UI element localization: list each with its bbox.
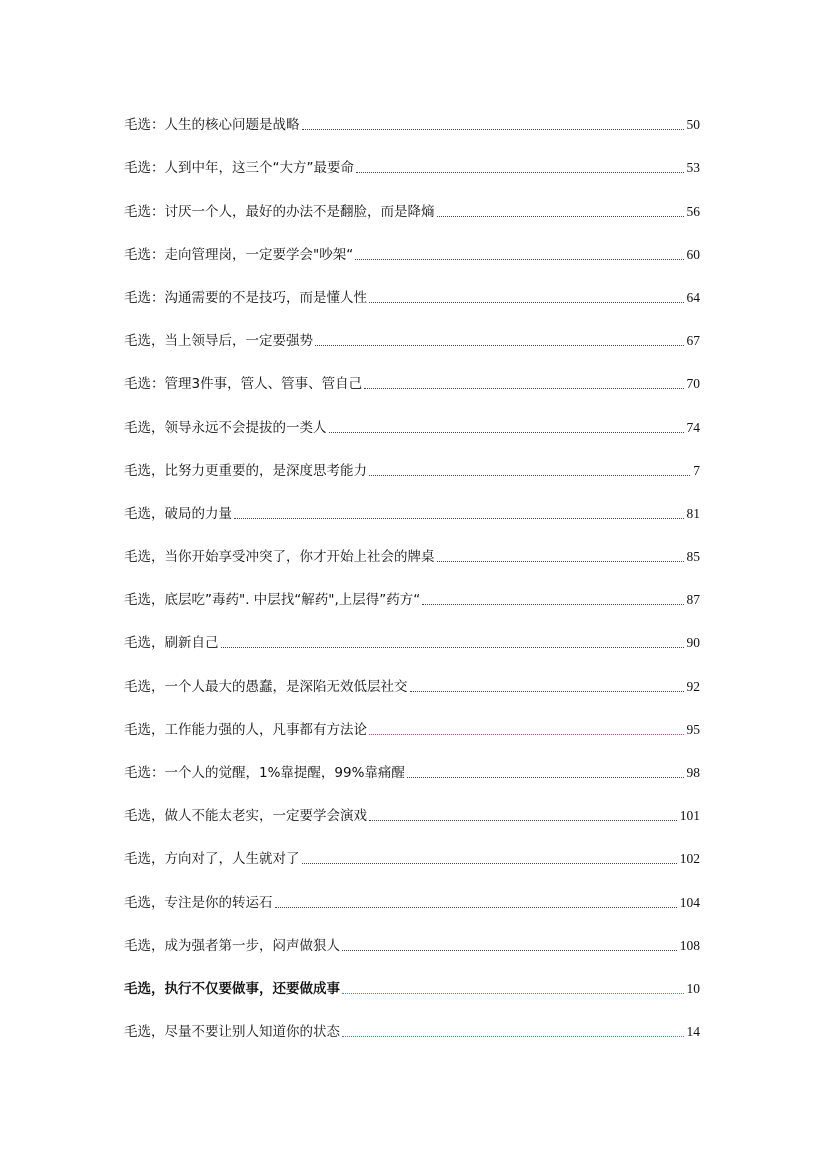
toc-entry-title: 毛选：讨厌一个人，最好的办法不是翻脸，而是降熵 [124, 203, 435, 220]
toc-entry-page: 101 [679, 808, 700, 824]
toc-entry-15[interactable] [124, 707, 700, 750]
toc-entry-page: 14 [686, 1024, 700, 1040]
toc-entry-title: 毛选，刷新自己 [124, 635, 219, 652]
toc-leader-dots [364, 388, 683, 389]
table-of-contents [124, 102, 700, 1052]
toc-entry-2[interactable] [124, 145, 700, 188]
toc-entry-21[interactable] [124, 966, 700, 1009]
toc-leader-dots [315, 345, 684, 346]
toc-leader-dots [234, 518, 684, 519]
toc-leader-dots [437, 561, 684, 562]
toc-entry-title: 毛选：走向管理岗，一定要学会"吵架“ [124, 246, 354, 263]
toc-entry-8[interactable] [124, 404, 700, 447]
toc-entry-page: 98 [686, 765, 700, 780]
toc-leader-dots [437, 216, 684, 217]
toc-entry-page: 60 [686, 246, 700, 262]
toc-leader-dots [369, 302, 684, 303]
toc-entry-title: 毛选，破局的力量 [124, 505, 232, 522]
toc-leader-dots [342, 993, 684, 994]
toc-entry-page: 10 [686, 980, 700, 996]
toc-leader-dots [355, 259, 683, 260]
toc-entry-title: 毛选，成为强者第一步，闷声做狠人 [124, 937, 340, 954]
toc-entry-title: 毛选：人生的核心问题是战略 [124, 117, 300, 134]
toc-leader-dots [275, 907, 677, 908]
toc-entry-page: 90 [686, 635, 700, 651]
toc-entry-title: 毛选，做人不能太老实，一定要学会演戏 [124, 808, 367, 825]
toc-leader-dots [342, 950, 677, 951]
toc-entry-3[interactable] [124, 188, 700, 231]
toc-entry-page: 70 [686, 376, 700, 392]
toc-entry-6[interactable] [124, 318, 700, 361]
toc-entry-title: 毛选：沟通需要的不是技巧，而是懂人性 [124, 289, 367, 306]
toc-entry-page: 50 [686, 117, 700, 133]
toc-leader-dots [302, 129, 684, 130]
toc-entry-22[interactable] [124, 1009, 700, 1052]
toc-entry-page: 64 [686, 289, 700, 305]
toc-entry-page: 102 [679, 851, 700, 867]
toc-entry-title: 毛选，专注是你的转运石 [124, 894, 273, 911]
toc-entry-page: 87 [686, 592, 700, 608]
toc-leader-dots [422, 604, 683, 605]
toc-entry-20[interactable] [124, 923, 700, 966]
toc-entry-title: 毛选，一个人最大的愚蠢，是深陷无效低层社交 [124, 678, 408, 695]
toc-leader-dots [369, 820, 677, 821]
toc-entry-page: 104 [679, 894, 700, 910]
toc-entry-title: 毛选，当你开始享受冲突了，你才开始上社会的牌桌 [124, 549, 435, 566]
toc-entry-11[interactable] [124, 534, 700, 577]
toc-entry-19[interactable] [124, 879, 700, 922]
toc-entry-18[interactable] [124, 836, 700, 879]
toc-entry-7[interactable] [124, 361, 700, 404]
toc-entry-13[interactable] [124, 620, 700, 663]
toc-entry-page: 74 [686, 419, 700, 435]
toc-entry-title: 毛选，领导永远不会提拔的一类人 [124, 419, 327, 436]
toc-entry-10[interactable] [124, 491, 700, 534]
toc-entry-page: 56 [686, 203, 700, 219]
toc-entry-title: 毛选，执行不仅要做事，还要做成事 [124, 980, 340, 997]
toc-entry-title: 毛选，底层吃”毒药". 中层找“解药",上层得”药方“ [124, 592, 421, 609]
toc-entry-1[interactable] [124, 102, 700, 145]
toc-leader-dots [356, 172, 684, 173]
toc-entry-page: 53 [686, 160, 700, 176]
toc-entry-page: 67 [686, 333, 700, 349]
toc-entry-17[interactable] [124, 793, 700, 836]
toc-entry-9[interactable] [124, 448, 700, 491]
toc-entry-title: 毛选：一个人的觉醒，1%靠提醒，99%靠痛醒 [124, 765, 405, 781]
toc-leader-dots [407, 777, 684, 778]
toc-leader-dots [369, 734, 684, 735]
toc-entry-page: 85 [686, 549, 700, 565]
toc-entry-title: 毛选，工作能力强的人，凡事都有方法论 [124, 721, 367, 738]
toc-entry-page: 95 [686, 721, 700, 737]
toc-entry-12[interactable] [124, 577, 700, 620]
toc-entry-title: 毛选：人到中年，这三个“大方”最要命 [124, 160, 354, 177]
toc-entry-page: 81 [686, 505, 700, 521]
toc-entry-4[interactable] [124, 232, 700, 275]
toc-leader-dots [221, 647, 684, 648]
toc-entry-title: 毛选，比努力更重要的，是深度思考能力 [124, 462, 367, 479]
toc-entry-page: 7 [693, 462, 700, 478]
toc-leader-dots [329, 432, 684, 433]
toc-entry-5[interactable] [124, 275, 700, 318]
toc-entry-title: 毛选：管理3件事，管人、管事、管自己 [124, 376, 363, 393]
toc-entry-title: 毛选，尽量不要让别人知道你的状态 [124, 1024, 340, 1041]
toc-entry-page: 108 [679, 937, 700, 953]
toc-entry-title: 毛选，当上领导后，一定要强势 [124, 333, 313, 350]
toc-leader-dots [302, 863, 677, 864]
toc-entry-14[interactable] [124, 663, 700, 706]
toc-leader-dots [410, 691, 684, 692]
toc-entry-title: 毛选，方向对了，人生就对了 [124, 851, 300, 868]
toc-leader-dots [369, 475, 690, 476]
toc-entry-16[interactable] [124, 750, 700, 793]
toc-leader-dots [342, 1036, 684, 1037]
toc-entry-page: 92 [686, 678, 700, 694]
